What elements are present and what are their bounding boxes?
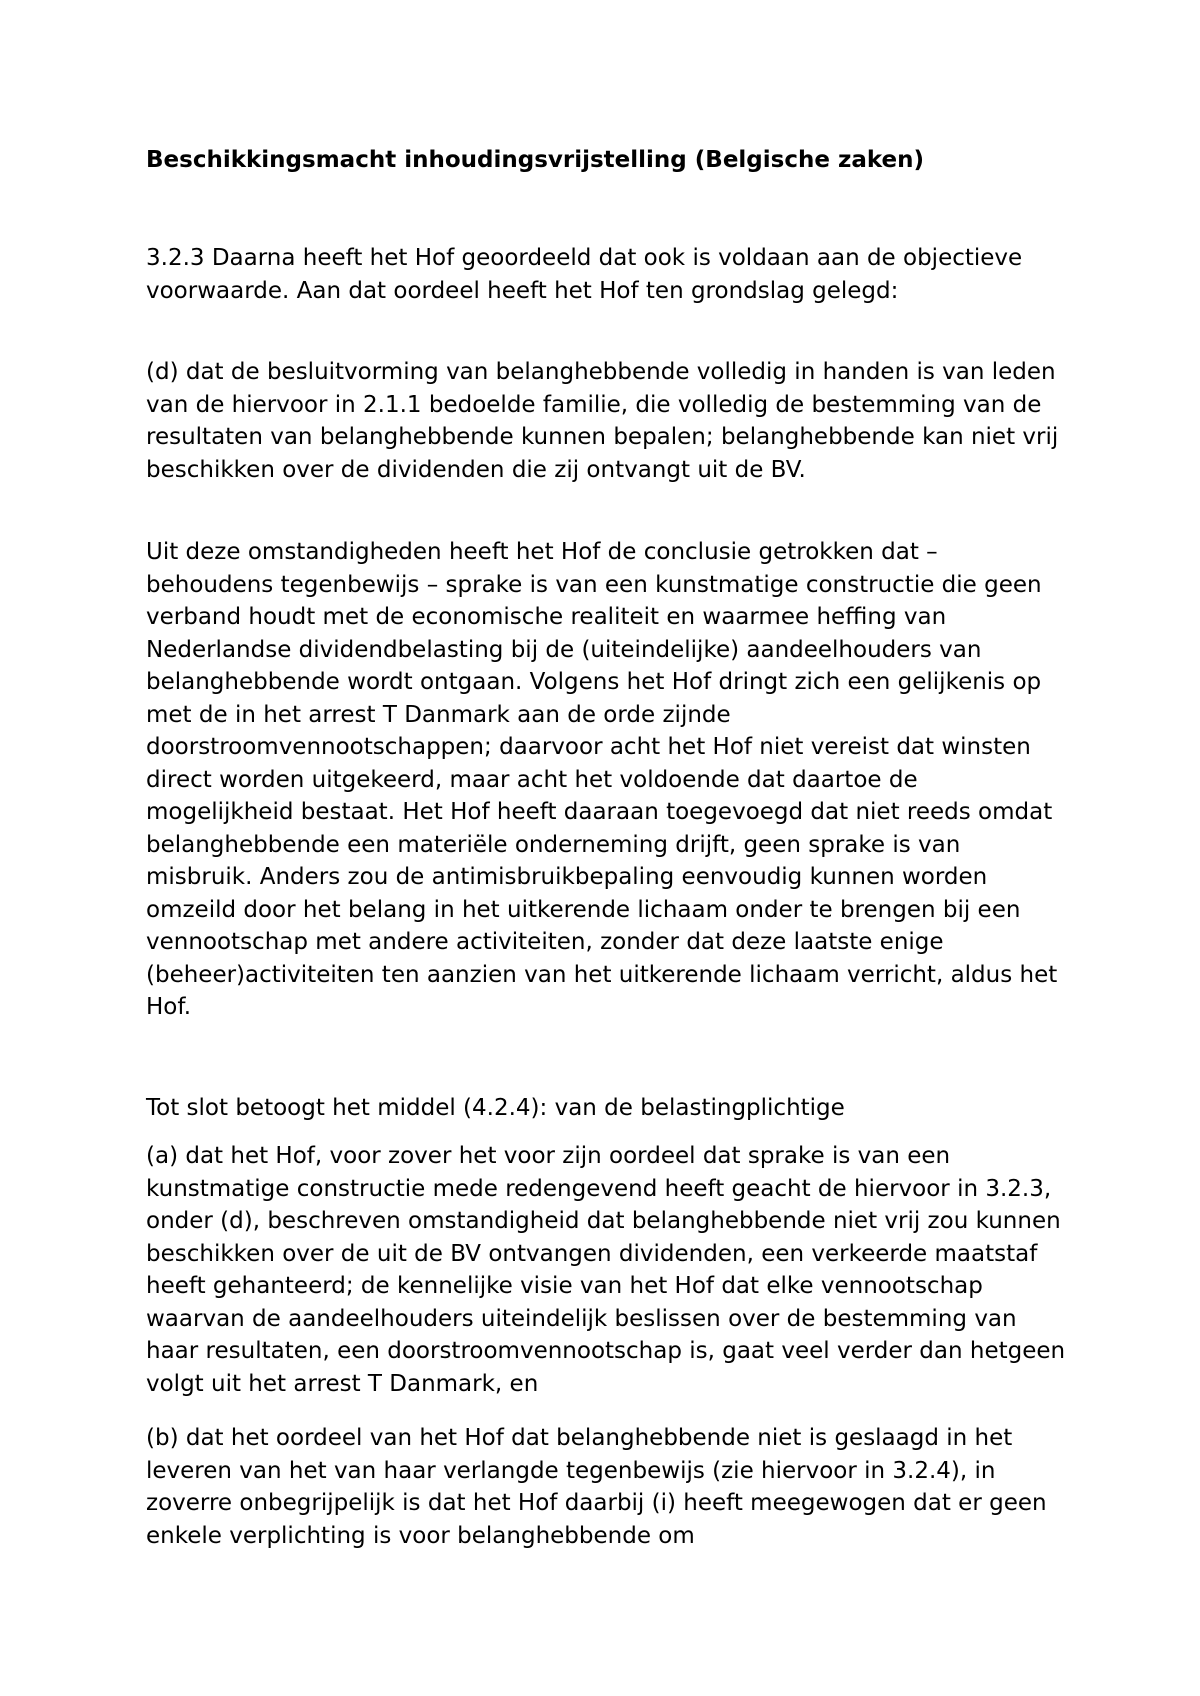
paragraph-d: (d) dat de besluitvorming van belanghebbende volledig in handen is van leden van de hiervoor in 2.1.1 bedoelde familie, die volledig de bestemming van de resultaten van belanghebbende kunnen bepalen; belanghebbende kan niet vrij beschikken over de dividenden die zij ontvangt uit de BV.: [146, 359, 1059, 483]
paragraph-3-2-3: 3.2.3 Daarna heeft het Hof geoordeeld dat ook is voldaan aan de objectieve voorwaarde. Aan dat oordeel heeft het Hof ten grondslag gelegd:: [146, 245, 1023, 304]
paragraph-b: (b) dat het oordeel van het Hof dat belanghebbende niet is geslaagd in het leveren van het van haar verlangde tegenbewijs (zie hiervoor in 3.2.4), in zoverre onbegrijpelijk is dat het Hof daarbij (i) heeft meegewogen dat er geen enkele verplichting is voor belanghebbende om: [146, 1425, 1047, 1549]
paragraph-a: (a) dat het Hof, voor zover het voor zijn oordeel dat sprake is van een kunstmatige constructie mede redengevend heeft geacht de hiervoor in 3.2.3, onder (d), beschreven omstandigheid dat belanghebbende niet vrij zou kunnen beschikken over de uit de BV ontvangen dividenden, een verkeerde maatstaf heeft gehanteerd; de kennelijke visie van het Hof dat elke vennootschap waarvan de aandeelhouders uiteindelijk beslissen over de bestemming van haar resultaten, een doorstroomvennootschap is, gaat veel verder dan hetgeen volgt uit het arrest T Danmark, en: [146, 1143, 1066, 1397]
paragraph-conclusion: Uit deze omstandigheden heeft het Hof de conclusie getrokken dat – behoudens tegenbewijs – sprake is van een kunstmatige constructie die geen verband houdt met de economische realiteit en waarmee heffing van Nederlandse dividendbelasting bij de (uiteindelijke) aandeelhouders van belanghebbende wordt ontgaan. Volgens het Hof dringt zich een gelijkenis op met de in het arrest T Danmark aan de orde zijnde doorstroomvennootschappen; daarvoor acht het Hof niet vereist dat winsten direct worden uitgekeerd, maar acht het voldoende dat daartoe de mogelijkheid bestaat. Het Hof heeft daaraan toegevoegd dat niet reeds omdat belanghebbende een materiële onderneming drijft, geen sprake is van misbruik. Anders zou de antimisbruikbepaling eenvoudig kunnen worden omzeild door het belang in het uitkerende lichaam onder te brengen bij een vennootschap met andere activiteiten, zonder dat deze laatste enige (beheer)activiteiten ten aanzien van het uitkerende lichaam verricht, aldus het Hof.: [146, 539, 1058, 1020]
document-title: Beschikkingsmacht inhoudingsvrijstelling (Belgische zaken): [146, 147, 925, 173]
paragraph-middel: Tot slot betoogt het middel (4.2.4): van de belastingplichtige: [146, 1095, 845, 1121]
document-page: [146, 0, 1066, 1696]
